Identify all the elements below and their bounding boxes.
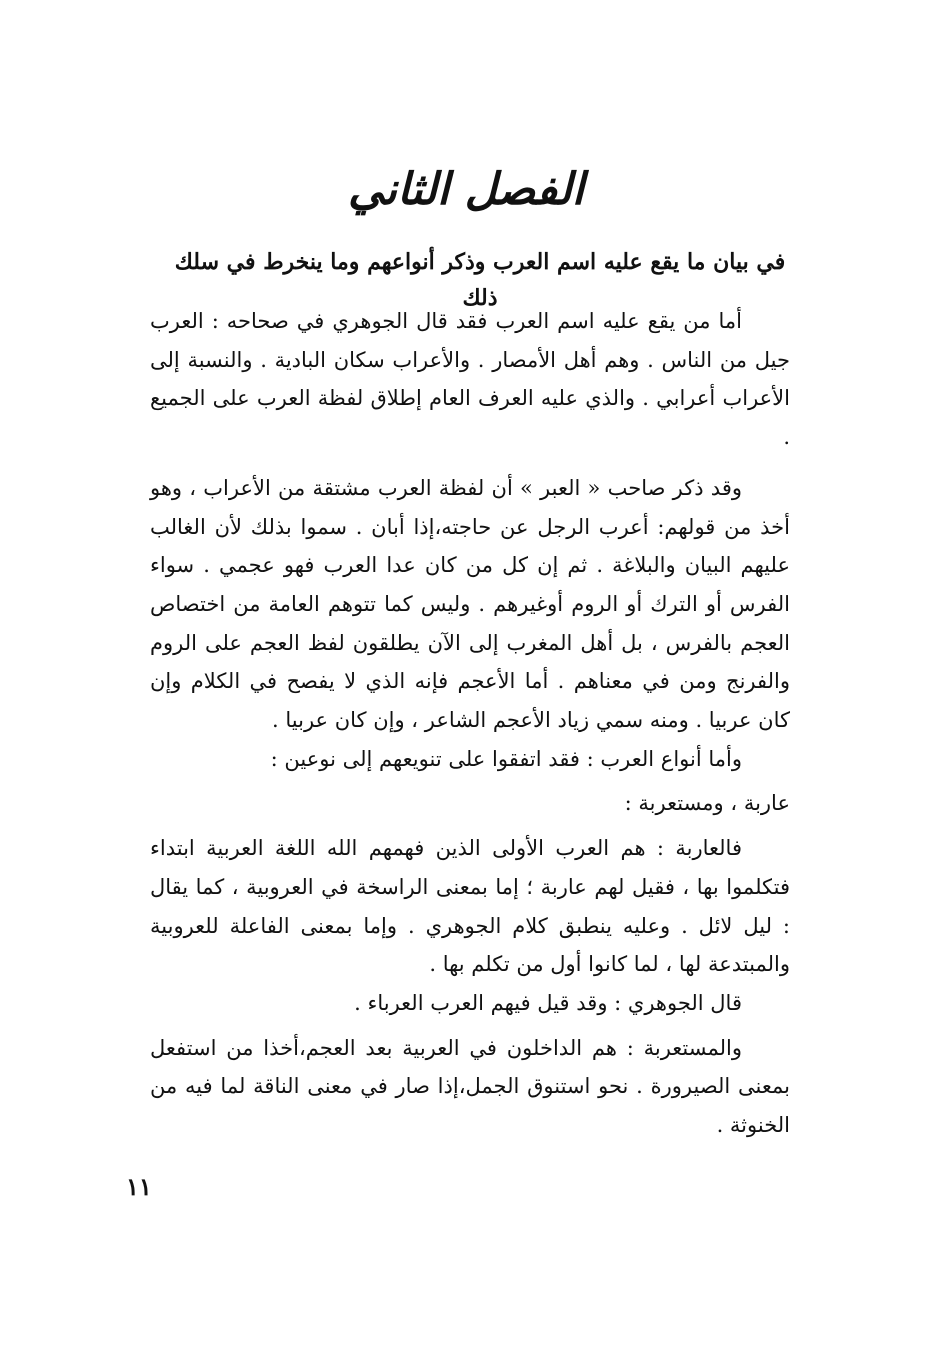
paragraph-jawhari-quote: قال الجوهري : وقد قيل فيهم العرب العرباء .	[354, 990, 742, 1015]
paragraph-etymology: وقد ذكر صاحب « العبر » أن لفظة العرب مشتقة من الأعراب ، وهو أخذ من قولهم: أعرب الرجل عن حاجته،إذا أبان . سموا بذلك لأن الغالب عليهم البيان والبلاغة . ثم إن كل من كان عدا العرب فهو عجمي . سواء الفرس أو الترك أو الروم أوغيرهم . وليس كما تتوهم العامة من اختصاص العجم بالفرس ، بل أهل المغرب إلى الآن يطلقون لفظ العجم على الروم والفرنج ومن في معناهم . أما الأعجم فإنه الذي لا يفصح في الكلام وإن كان عربيا . ومنه سمي زياد الأعجم الشاعر ، وإن كان عربيا .	[150, 475, 790, 733]
chapter-title: الفصل الثاني	[348, 164, 584, 215]
paragraph-mustaariba: والمستعربة : هم الداخلون في العربية بعد العجم،أخذا من استفعل بمعنى الصيرورة . نحو استنوق الجمل،إذا صار في معنى الناقة لما فيه من الخنوثة .	[150, 1035, 790, 1138]
paragraph-definition: أما من يقع عليه اسم العرب فقد قال الجوهري في صحاحه : العرب جيل من الناس . وهم أهل الأمصار . والأعراب سكان البادية . والنسبة إلى الأعراب أعرابي . والذي عليه العرف العام إطلاق لفظة العرب على الجميع .	[150, 309, 790, 450]
page-number: ١١	[126, 1172, 152, 1201]
body-text	[150, 302, 790, 1145]
paragraph-types-list: عاربة ، ومستعربة :	[624, 791, 790, 816]
paragraph-aariba: فالعاربة : هم العرب الأولى الذين فهمهم الله اللغة العربية ابتداء فتكلموا بها ، فقيل لهم عاربة ؛ إما بمعنى الراسخة في العروبية ، كما يقال : ليل لائل . وعليه ينطبق كلام الجوهري . وإما بمعنى الفاعلة للعروبية والمبتدعة لها ، لما كانوا أول من تكلم بها .	[150, 836, 790, 977]
chapter-subtitle: في بيان ما يقع عليه اسم العرب وذكر أنواعهم وما ينخرط في سلك ذلك	[174, 249, 786, 311]
paragraph-types-intro: وأما أنواع العرب : فقد اتفقوا على تنويعهم إلى نوعين :	[270, 746, 742, 771]
